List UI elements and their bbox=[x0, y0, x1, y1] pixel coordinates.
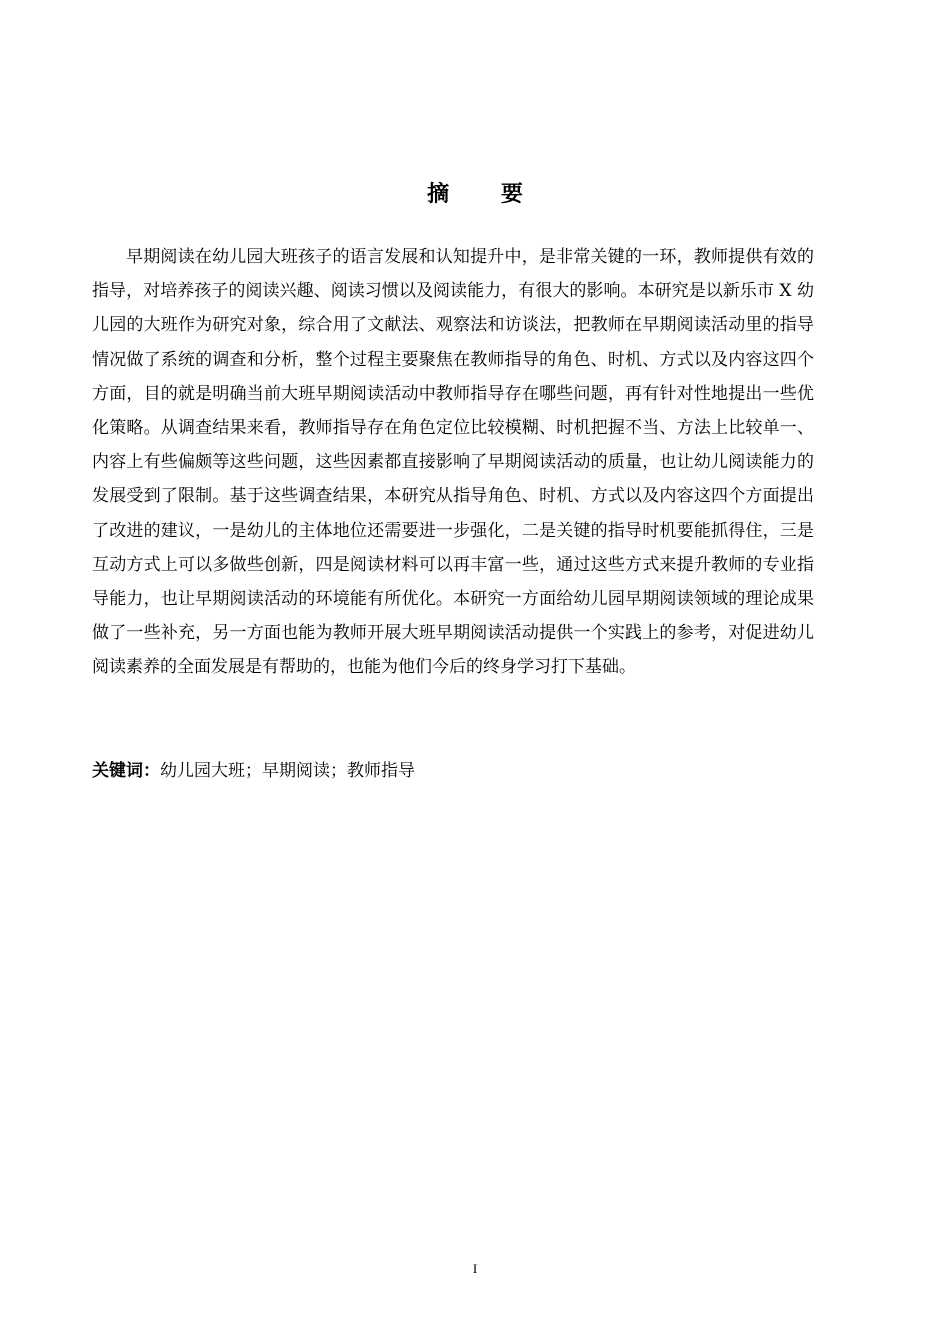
abstract-body: 早期阅读在幼儿园大班孩子的语言发展和认知提升中，是非常关键的一环，教师提供有效的指导，对培养孩子的阅读兴趣、阅读习惯以及阅读能力，有很大的影响。本研究是以新乐市 X 幼儿园的大班作为研究对象，综合用了文献法、观察法和访谈法，把教师在早期阅读活动里的指导情况做了系统的调查和分析，整个过程主要聚焦在教师指导的角色、时机、方式以及内容这四个方面，目的就是明确当前大班早期阅读活动中教师指导存在哪些问题，再有针对性地提出一些优化策略。从调查结果来看，教师指导存在角色定位比较模糊、时机把握不当、方法上比较单一、内容上有些偏颇等这些问题，这些因素都直接影响了早期阅读活动的质量，也让幼儿阅读能力的发展受到了限制。基于这些调查结果，本研究从指导角色、时机、方式以及内容这四个方面提出了改进的建议，一是幼儿的主体地位还需要进一步强化，二是关键的指导时机要能抓得住，三是互动方式上可以多做些创新，四是阅读材料可以再丰富一些，通过这些方式来提升教师的专业指导能力，也让早期阅读活动的环境能有所优化。本研究一方面给幼儿园早期阅读领域的理论成果做了一些补充，另一方面也能为教师开展大班早期阅读活动提供一个实践上的参考，对促进幼儿阅读素养的全面发展是有帮助的，也能为他们今后的终身学习打下基础。 bbox=[92, 247, 814, 678]
keywords-line bbox=[92, 756, 814, 786]
keywords-label: 关键词： bbox=[92, 761, 160, 781]
keywords-value: 幼儿园大班；早期阅读；教师指导 bbox=[160, 761, 415, 781]
abstract-title: 摘 要 bbox=[427, 182, 545, 207]
page-number: I bbox=[472, 1261, 478, 1276]
